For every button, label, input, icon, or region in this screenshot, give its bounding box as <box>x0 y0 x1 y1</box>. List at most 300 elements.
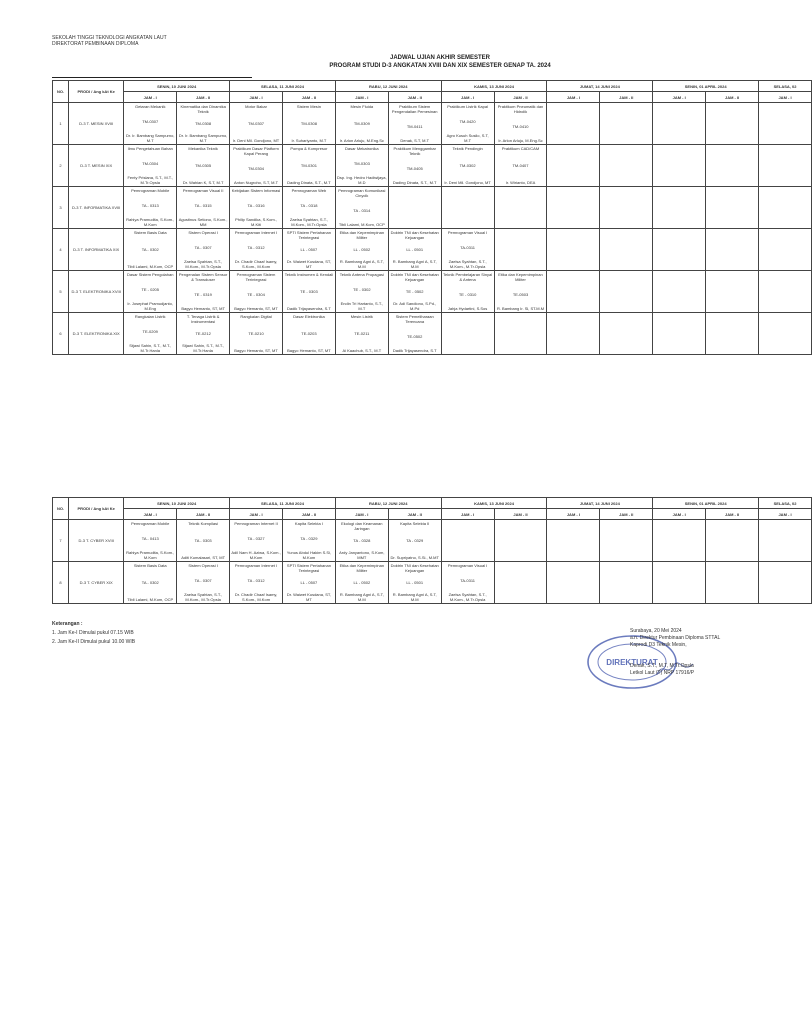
course-name: Rangkaian Listrik <box>134 314 166 319</box>
course-code: LL - 0507 <box>300 580 318 585</box>
lecturer-name: Zaelsa Syahtan, S.T., M.Kom., M.Tr.Opsla <box>184 259 223 269</box>
jam-header: JAM - I <box>230 509 283 520</box>
exam-slot <box>388 145 441 187</box>
exam-slot <box>547 103 600 145</box>
course-code: TM-0302 <box>459 163 476 168</box>
signer-name: Denak, S.T., M.T, M.Tr.Opsla <box>630 663 694 669</box>
exam-slot <box>494 313 547 355</box>
exam-slot <box>282 562 335 604</box>
row-number: 1 <box>53 103 69 145</box>
lecturer-name: Rahiya Pramudita, S.Kom., M.Kom <box>126 550 175 560</box>
exam-slot <box>388 313 441 355</box>
course-code: TM-0307 <box>142 118 159 124</box>
course-name: Pemrograman Internet I <box>234 563 278 568</box>
course-name: Doktrin TNI dan Kesehatan Kejuangan <box>390 563 439 573</box>
exam-slot <box>547 187 600 229</box>
signature-line: Kaprodi D3 Teknik Mesin, <box>630 642 687 648</box>
course-name: Pemrograman Mobile <box>131 188 170 193</box>
course-code: TA - 0302 <box>141 247 159 252</box>
course-code: TA - 0329 <box>406 538 424 543</box>
exam-slot <box>282 229 335 271</box>
jam-header: JAM - I <box>124 509 177 520</box>
program-name: D-3 T. INFORMATIKA XVIII <box>69 187 124 229</box>
course-code: LL - 0502 <box>353 580 371 585</box>
row-number: 5 <box>53 271 69 313</box>
lecturer-name: Zaelsa Syahtan, S.T., M.Kom., M.Tr.Opsla <box>448 592 487 602</box>
course-code: TA - 0328 <box>353 538 371 543</box>
course-name: Etika dan Kepemimpinan Militer <box>498 272 543 282</box>
table-row <box>53 103 812 145</box>
exam-slot <box>653 229 706 271</box>
lecturer-name: Bagyo Hemanto, ST, MT <box>181 306 225 311</box>
exam-slot <box>177 271 230 313</box>
table-row <box>53 145 812 187</box>
notes-section <box>52 620 135 647</box>
course-name: Rangkaian Digital <box>240 314 272 319</box>
table-row <box>53 562 812 604</box>
course-code: TE - 0310 <box>458 291 477 297</box>
exam-slot <box>282 520 335 562</box>
lecturer-name: Dr. Ir. Bambang Sampurno, M.T <box>125 133 175 143</box>
course-code: TM-0411 <box>406 123 423 129</box>
course-code: TA-0311 <box>460 577 475 583</box>
course-name: Sistem Operasi I <box>188 230 218 235</box>
exam-slot <box>706 520 759 562</box>
row-number: 2 <box>53 145 69 187</box>
exam-slot <box>547 145 600 187</box>
lecturer-name: Dr. Supriyatno, S.Si., M.MT <box>390 555 439 560</box>
header-underline <box>52 77 252 78</box>
exam-slot <box>388 103 441 145</box>
course-name: Doktrin TNI dan Kesehatan Kejuangan <box>390 230 439 240</box>
lecturer-name: Anton Nugroho, S.T, M.T <box>234 180 279 185</box>
exam-slot <box>706 562 759 604</box>
exam-slot <box>494 229 547 271</box>
lecturer-name: Dr. Ir. Bambang Sampurno, M.T <box>178 133 228 143</box>
lecturer-name: Aditi Kumalasari, ST, MT <box>181 555 226 560</box>
exam-slot <box>282 187 335 229</box>
course-name: Mesin Fluida <box>350 104 374 109</box>
course-code: TE-0212 <box>195 331 211 336</box>
lecturer-name: Jahja Hydartini, S.Sos <box>447 306 488 311</box>
exam-slot <box>441 271 494 313</box>
lecturer-name: Ir. Arlon Arluju, M.Eng.Sc <box>498 138 543 143</box>
lecturer-name: Dsp. Ing. Hedro Hadiwijaya, M.D <box>337 175 387 185</box>
signer-rank: Letkol Laut (T) NRP 17916/P <box>630 670 695 676</box>
exam-slot <box>282 313 335 355</box>
course-code: TE - 0319 <box>194 291 212 297</box>
program-name: D-3 T. MESIN XIX <box>69 145 124 187</box>
course-code: TA - 0303 <box>194 538 212 543</box>
row-number: 8 <box>53 562 69 604</box>
document-title: JADWAL UJIAN AKHIR SEMESTER <box>389 55 490 61</box>
course-code: TM-0410 <box>512 123 529 129</box>
exam-slot <box>600 562 653 604</box>
note-item: 2. Jam Ke-II Dimulai pukul 10.00 WIB <box>52 639 136 645</box>
schedule-table-1 <box>52 80 812 355</box>
table-row <box>53 229 812 271</box>
course-name: Pemrograman Visual I <box>447 563 488 568</box>
signature-spacer <box>630 649 740 663</box>
jam-header: JAM - I <box>124 92 177 103</box>
signature-line: a.n. Direktur Pembinaan Diploma STTAL <box>630 635 721 641</box>
course-name: Mekanika Teknik <box>188 146 218 151</box>
course-name: Getaran Mekanik <box>134 104 166 109</box>
course-code: TE - 0205 <box>141 286 160 292</box>
jam-header: JAM - I <box>335 92 388 103</box>
course-name: Praktikum Listrik Kapal <box>447 104 488 109</box>
course-code: TA - 0312 <box>247 244 265 250</box>
schedule-table-2 <box>52 497 812 604</box>
course-code: TE-0210 <box>248 331 264 336</box>
day-header: SELASA, 02 <box>759 81 812 92</box>
row-number: 3 <box>53 187 69 229</box>
exam-slot <box>706 145 759 187</box>
course-name: Praktikum Sistem Pengendalian Pemesinan <box>391 104 438 114</box>
jam-header: JAM - II <box>706 509 759 520</box>
lecturer-name: Denak, S.T, M.T <box>400 138 430 143</box>
course-name: Motor Bakar <box>245 104 267 109</box>
row-number: 6 <box>53 313 69 355</box>
day-header: RABU, 12 JUNI 2024 <box>335 81 441 92</box>
course-code: LL - 0502 <box>353 247 371 252</box>
exam-slot <box>494 145 547 187</box>
lecturer-name: Dr. Waiwet Kusdana, ST, MT <box>286 259 331 269</box>
lecturer-name: R. Bambang Agni A, S.T, M.M <box>392 259 437 269</box>
exam-slot <box>335 187 388 229</box>
exam-slot <box>494 271 547 313</box>
exam-slot <box>177 229 230 271</box>
course-name: Sistem Pemeliharaan Terencana <box>395 314 434 324</box>
jam-header: JAM - II <box>388 92 441 103</box>
exam-slot <box>759 103 812 145</box>
exam-slot <box>441 313 494 355</box>
course-name: Mesin Listrik <box>350 314 373 319</box>
table-row <box>53 187 812 229</box>
course-name: Teknik Pendingin <box>452 146 483 151</box>
exam-slot <box>282 271 335 313</box>
course-code: LL - 0507 <box>300 247 318 252</box>
day-header: SENIN, 01 APRIL 2024 <box>653 498 759 509</box>
lecturer-name: Dr. Chadir Chaaf Isamy, S.Kom., M.Kom <box>234 592 278 602</box>
course-name: Kapita Selekta I <box>294 521 323 526</box>
course-name: Sistem Basis Data <box>133 230 167 235</box>
lecturer-name: Dading Dinata, S.T., M.T <box>392 180 437 185</box>
jam-header: JAM - I <box>759 509 812 520</box>
exam-slot <box>441 145 494 187</box>
course-code: TM-0305 <box>195 163 212 168</box>
exam-slot <box>653 562 706 604</box>
exam-slot <box>230 103 283 145</box>
exam-slot <box>441 103 494 145</box>
exam-slot <box>653 520 706 562</box>
course-code: TA - 0413 <box>141 535 159 541</box>
exam-slot <box>335 313 388 355</box>
course-name: Pemrograman Komunikasi Cinyclk <box>338 188 386 198</box>
exam-slot <box>653 145 706 187</box>
program-name: D-3 T. ELEKTRONIKA XIX <box>69 313 124 355</box>
lecturer-name: Dadik Trijayasendra, S.T <box>287 306 331 311</box>
lecturer-name: Tibli Lalami, M.Kom, OCP <box>127 597 174 602</box>
col-header-no: NO. <box>53 498 69 520</box>
exam-slot <box>441 187 494 229</box>
course-name: Kapita Selekta II <box>400 521 430 526</box>
course-code: TM-0308 <box>300 121 317 126</box>
course-code: TE-0502 <box>407 333 423 339</box>
course-name: Dasar Sistem Pengolahan <box>126 272 174 277</box>
lecturer-name: Stjawi Sahin, S.T., M.T., M.Tr.Hanla <box>182 343 225 353</box>
jam-header: JAM - I <box>653 509 706 520</box>
institution-header <box>52 35 167 47</box>
exam-slot <box>335 562 388 604</box>
exam-slot <box>441 229 494 271</box>
exam-slot <box>706 313 759 355</box>
course-code: TA - 0312 <box>247 577 265 583</box>
lecturer-name: Ai Kaachub, S.T., M.T <box>342 348 382 353</box>
exam-slot <box>759 271 812 313</box>
day-header: SELASA, 02 <box>759 498 812 509</box>
exam-slot <box>653 271 706 313</box>
exam-slot <box>759 520 812 562</box>
course-code: TA - 0316 <box>247 202 265 208</box>
lecturer-name: Ardy Janyantono, S.Kom, MMT <box>339 550 385 560</box>
exam-slot <box>441 562 494 604</box>
jam-header: JAM - I <box>230 92 283 103</box>
exam-slot <box>388 562 441 604</box>
lecturer-name: Zaelsa Syahtan, S.T., M.Kom., M.Tr.Opsla <box>448 259 487 269</box>
course-code: TA - 0302 <box>141 580 159 585</box>
jam-header: JAM - I <box>653 92 706 103</box>
exam-slot <box>335 229 388 271</box>
note-item: 1. Jam Ke-I Dimulai pukul 07.15 WIB <box>52 630 134 636</box>
col-header-prodi: PRODI / Ang kAt Ke <box>69 81 124 103</box>
day-header: JUMAT, 14 JUNI 2024 <box>547 81 653 92</box>
exam-slot <box>494 187 547 229</box>
schedule-table-1-wrapper <box>52 80 797 355</box>
lecturer-name: Philip Sandika, S.Kom., M.Kiti <box>235 217 277 227</box>
exam-slot <box>177 103 230 145</box>
course-name: Pemrograman Internet I <box>234 230 278 235</box>
exam-slot <box>706 103 759 145</box>
lecturer-name: Dr. Wahian K, S.T, M.T <box>182 180 224 185</box>
course-name: Teknik Instrumen & Kendali <box>284 272 334 277</box>
stamp-text: DIREKTURAT <box>606 658 658 667</box>
lecturer-name: Dr. Waiwet Kusdana, ST, MT <box>286 592 331 602</box>
lecturer-name: Agustinus Setiono, S.Kom., MM <box>178 217 228 227</box>
day-header: RABU, 12 JUNI 2024 <box>335 498 441 509</box>
exam-slot <box>177 562 230 604</box>
exam-slot <box>706 229 759 271</box>
exam-slot <box>230 187 283 229</box>
course-code: TM-0308 <box>195 121 212 126</box>
lecturer-name: Bagyo Hemanto, ST, MT <box>287 348 331 353</box>
exam-slot <box>177 187 230 229</box>
exam-slot <box>124 103 177 145</box>
jam-header: JAM - II <box>600 509 653 520</box>
course-name: Pemrograman Web <box>291 188 327 193</box>
lecturer-name: R. Bambang Agni A, S.T, M.M <box>339 259 384 269</box>
program-name: D-3 T. INFORMATIKA XIX <box>69 229 124 271</box>
course-code: TM-0307 <box>248 121 265 126</box>
exam-slot <box>388 187 441 229</box>
table-row <box>53 313 812 355</box>
course-code: TE-0503 <box>512 291 529 297</box>
course-name: Pompa & Kompresor <box>290 146 328 151</box>
lecturer-name: Ir. Deni Mil. Gondjono, MT <box>444 180 491 185</box>
jam-header: JAM - I <box>441 509 494 520</box>
exam-slot <box>653 187 706 229</box>
course-name: Sistem Basis Data <box>133 563 167 568</box>
course-name: Kebijakan Sistem Informasi <box>231 188 281 193</box>
course-code: LL - 0501 <box>406 247 424 252</box>
course-name: Teknik Kompilasi <box>188 521 219 526</box>
exam-slot <box>124 313 177 355</box>
lecturer-name: Zaelsa Syahtan, S.T., M.Kom., M.Tr.Opsla <box>289 217 328 227</box>
jam-header: JAM - II <box>177 92 230 103</box>
lecturer-name: R. Bambang Agni A, S.T, M.M <box>392 592 437 602</box>
jam-header: JAM - I <box>547 509 600 520</box>
exam-slot <box>230 229 283 271</box>
course-code: TE-0211 <box>354 331 370 336</box>
exam-slot <box>759 562 812 604</box>
directorate-name: DIREKTORAT PEMBINAAN DIPLOMA <box>52 41 139 47</box>
exam-slot <box>388 229 441 271</box>
exam-slot <box>547 313 600 355</box>
jam-header: JAM - II <box>177 509 230 520</box>
course-name: T. Tenaga Listrik & Instrumentasi <box>186 314 220 324</box>
exam-slot <box>124 145 177 187</box>
course-name: Dasar Mekatronika <box>345 146 379 151</box>
lecturer-name: Ir. Suhariyanto, M.T <box>291 138 327 143</box>
exam-slot <box>441 520 494 562</box>
exam-slot <box>230 313 283 355</box>
exam-slot <box>494 562 547 604</box>
course-code: TA - 0307 <box>194 244 212 250</box>
course-code: TA-0311 <box>460 244 475 250</box>
day-header: SELASA, 11 JUNI 2024 <box>230 498 336 509</box>
jam-header: JAM - II <box>494 509 547 520</box>
lecturer-name: Bagyo Hemanto, ST, MT <box>234 306 278 311</box>
row-number: 7 <box>53 520 69 562</box>
exam-slot <box>547 271 600 313</box>
course-code: TM-0407 <box>512 163 529 168</box>
course-code: TE - 0304 <box>247 291 265 297</box>
course-name: Pemrograman Mobile <box>131 521 170 526</box>
exam-slot <box>177 313 230 355</box>
course-name: SPTI Sistem Pertahanan Terintegrasi <box>286 230 331 240</box>
notes-title: Keterangan : <box>52 621 83 627</box>
lecturer-name: Ir. Deni Mil. Gondjono, MT <box>232 138 280 143</box>
jam-header: JAM - I <box>335 509 388 520</box>
lecturer-name: R. Bambang Agni A, S.T, M.M <box>339 592 384 602</box>
course-code: TM-0405 <box>406 165 423 171</box>
exam-slot <box>230 271 283 313</box>
day-header: SENIN, 10 JUNI 2024 <box>124 498 230 509</box>
exam-slot <box>124 271 177 313</box>
exam-slot <box>388 271 441 313</box>
course-code: TM-0301 <box>300 163 317 168</box>
course-code: TA - 0314 <box>353 207 371 213</box>
course-name: Ekologi dan Keamanan Jaringan <box>341 521 383 531</box>
exam-slot <box>230 562 283 604</box>
course-code: LL - 0501 <box>406 580 424 585</box>
exam-slot <box>335 271 388 313</box>
lecturer-name: Ir. Wirianto, DEA <box>505 180 536 185</box>
course-name: Teknik Pembelajaran Sinyal & Antena <box>443 272 493 282</box>
lecturer-name: Ir. Arlon Arluju, M.Eng.Sc <box>339 138 384 143</box>
exam-slot <box>335 145 388 187</box>
course-code: TE - 0302 <box>353 286 371 292</box>
jam-header: JAM - II <box>494 92 547 103</box>
lecturer-name: Yunus Abdul Hakim S.Si, M.Kom <box>286 550 332 560</box>
day-header: SELASA, 11 JUNI 2024 <box>230 81 336 92</box>
exam-slot <box>494 520 547 562</box>
exam-slot <box>600 187 653 229</box>
exam-slot <box>759 229 812 271</box>
exam-slot <box>230 145 283 187</box>
exam-slot <box>124 520 177 562</box>
jam-header: JAM - I <box>441 92 494 103</box>
lecturer-name: Fenty Prislana, S.T., M.T., M.Tr.Opsla <box>127 175 174 185</box>
exam-slot <box>230 520 283 562</box>
lecturer-name: Ir. Josephat Pramudjanto, M.Eng <box>127 301 174 311</box>
course-code: TM-0304 <box>248 165 265 171</box>
exam-slot <box>759 313 812 355</box>
jam-header: JAM - II <box>282 509 335 520</box>
course-code: TA - 0313 <box>141 202 159 208</box>
course-name: Etika dan Kepemimpinan Militer <box>339 563 385 573</box>
course-name: SPTI Sistem Pertahanan Terintegrasi <box>286 563 331 573</box>
course-code: TA - 0307 <box>194 577 212 583</box>
course-code: TE-0203 <box>301 331 317 336</box>
course-name: Pengenalan Sistem Sensor & Transduser <box>178 272 228 282</box>
exam-slot <box>706 271 759 313</box>
lecturer-name: Tibli Lalami, M.Kom, OCP <box>338 222 385 227</box>
lecturer-name: Zaelsa Syahtan, S.T., M.Kom., M.Tr.Opsla <box>184 592 223 602</box>
exam-slot <box>177 145 230 187</box>
course-code: TA - 0327 <box>247 535 265 541</box>
exam-slot <box>177 520 230 562</box>
course-code: TE-0209 <box>142 328 158 334</box>
course-name: Ilmu Pengetahuan Bahan <box>127 146 173 151</box>
lecturer-name: Dr. Adi Sandiono, S.Pd., M.Pd <box>393 301 437 311</box>
course-code: TA - 0318 <box>300 202 318 208</box>
course-name: Praktikum Menggambar Teknik <box>393 146 436 156</box>
jam-header: JAM - II <box>388 509 441 520</box>
table-row <box>53 520 812 562</box>
course-name: Praktikum Dasar Platform Kapal Perang <box>233 146 279 156</box>
exam-slot <box>335 520 388 562</box>
course-code: TE - 0502 <box>405 289 424 294</box>
day-header: SENIN, 01 APRIL 2024 <box>653 81 759 92</box>
course-name: Pemrograman Visual II <box>182 188 224 193</box>
lecturer-name: Endin Tri Hartanto, S.T., M.T <box>340 301 384 311</box>
course-name: Praktikum CAD/CAM <box>501 146 540 151</box>
institution-name: SEKOLAH TINGGI TEKNOLOGI ANGKATAN LAUT <box>52 35 167 41</box>
course-code: TM-0309 <box>353 121 370 126</box>
exam-slot <box>124 229 177 271</box>
exam-slot <box>600 145 653 187</box>
course-name: Teknik Antena Propagasi <box>339 272 384 277</box>
exam-slot <box>600 103 653 145</box>
exam-slot <box>547 562 600 604</box>
exam-slot <box>600 520 653 562</box>
course-name: Sistem Mesin <box>296 104 321 109</box>
exam-slot <box>547 520 600 562</box>
table-row <box>53 271 812 313</box>
lecturer-name: Adil Nam H. Aziwa, S.Kom., M.Kom <box>231 550 281 560</box>
lecturer-name: Agro Kusuh Susilo, S.T, M.T <box>446 133 489 143</box>
